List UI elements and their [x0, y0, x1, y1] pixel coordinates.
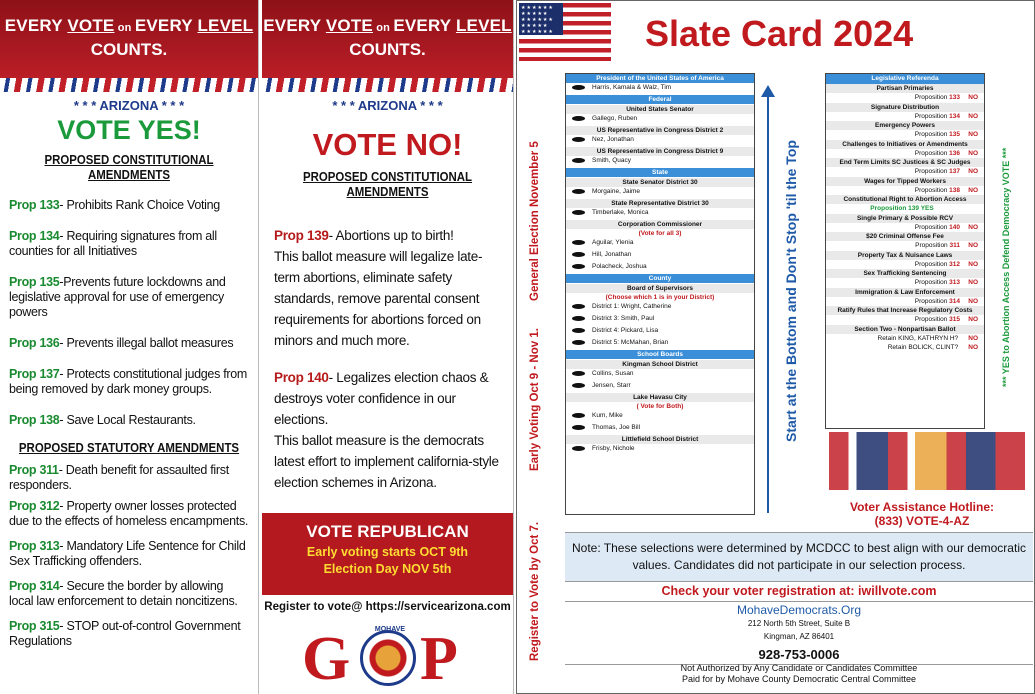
candidate-bubble[interactable]: Polacheck, Joshua	[566, 262, 754, 271]
early-voting-dates: Early Voting Oct 9 - Nov 1.	[529, 328, 541, 471]
referenda-column	[825, 73, 985, 429]
slate-card-panel	[516, 0, 1035, 694]
race-office: Kingman School District	[566, 360, 754, 369]
proposition-row: Proposition 313 NO	[914, 279, 978, 286]
candidate-bubble[interactable]: Hill, Jonathan	[566, 250, 754, 259]
address-line2: Kingman, AZ 86401	[763, 632, 835, 641]
register-deadline: Register to Vote by Oct 7.	[529, 521, 541, 661]
arrow-line	[767, 93, 769, 513]
candidate-bubble[interactable]: Gallego, Ruben	[566, 114, 754, 123]
website-link[interactable]: MohaveDemocrats.Org	[736, 603, 862, 617]
selection-note: Note: These selections were determined by MCDCC to best align with our democratic values. Candidates did not participate in our selection process.	[565, 532, 1033, 582]
race-office: State Senator District 30	[566, 178, 754, 187]
candidate-bubble[interactable]: Jensen, Starr	[566, 381, 754, 390]
prop-item: Prop 136- Prevents illegal ballot measures	[9, 336, 234, 350]
race-office: US Representative in Congress District 2	[566, 126, 754, 135]
race-note: (Vote for all 3)	[638, 230, 682, 237]
start-bottom-instruction: Start at the Bottom and Don't Stop 'til the Top	[783, 140, 799, 442]
constitutional-heading: PROPOSED CONSTITUTIONAL AMENDMENTS	[44, 152, 214, 182]
race-office: Littlefield School District	[566, 435, 754, 444]
race-office: United States Senator	[566, 105, 754, 114]
candidate-bubble[interactable]: District 4: Pickard, Lisa	[566, 326, 754, 335]
banner-line2: COUNTS.	[349, 40, 426, 59]
banner-line1: EVERY VOTE on EVERY LEVEL	[263, 16, 512, 35]
referendum-title: Emergency Powers	[826, 121, 984, 130]
candidate-bubble[interactable]: Harris, Kamala & Walz, Tim	[566, 83, 754, 92]
paid-for-notice: Not Authorized by Any Candidate or Candidates Committee Paid for by Mohave County Democratic Central Committee	[680, 663, 918, 684]
section-two: Section Two - Nonpartisan Ballot	[826, 325, 984, 334]
referendum-title: Signature Distribution	[826, 103, 984, 112]
race-office: US Representative in Congress District 9	[566, 147, 754, 156]
candidate-bubble[interactable]: Collins, Susan	[566, 369, 754, 378]
retain-bolick: Retain BOLICK, CLINT? NO	[887, 344, 978, 351]
general-election-date: General Election November 5	[529, 141, 541, 301]
vote-yes-heading: VOTE YES!	[57, 115, 201, 145]
prop-item: Prop 133- Prohibits Rank Choice Voting	[9, 198, 220, 212]
proposition-row: Proposition 138 NO	[914, 186, 978, 194]
top-banner	[0, 0, 258, 92]
proposition-row: Proposition 311 NO	[915, 242, 978, 249]
prop-item: Prop 312- Property owner losses protected due to the effects of homeless encampments.	[9, 499, 249, 528]
referendum-title: Immigration & Law Enforcement	[826, 288, 984, 297]
vote-no-heading: VOTE NO!	[312, 127, 463, 162]
referendum-title: End Term Limits SC Justices & SC Judges	[826, 158, 984, 167]
candidate-bubble[interactable]: District 5: McMahan, Brian	[566, 338, 754, 347]
slate-title: Slate Card 2024	[645, 13, 914, 54]
arrow-up-icon	[761, 85, 775, 97]
candidate-bubble[interactable]: Timberlake, Monica	[566, 208, 754, 217]
referendum-title: Partisan Primaries	[826, 84, 984, 93]
voter-hotline: Voter Assistance Hotline: (833) VOTE-4-AZ	[849, 500, 995, 528]
mohave-seal-icon	[360, 630, 416, 686]
check-registration[interactable]: Check your voter registration at: iwillvote.com	[565, 584, 1033, 602]
race-section-header: School Boards	[566, 350, 754, 359]
referendum-title: Wages for Tipped Workers	[826, 177, 984, 186]
phone-number: 928-753-0006	[565, 647, 1033, 665]
prop-139-item: Prop 139- Abortions up to birth! This ballot measure will legalize late-term abortions, eliminate safety standards, remove parental consent requirements for abortions forced on minors and much more.	[274, 228, 483, 348]
referenda-list	[826, 84, 984, 325]
banner-line1: EVERY VOTE on EVERY LEVEL	[4, 16, 254, 35]
race-note: (Choose which 1 is in your District)	[605, 294, 715, 301]
candidate-bubble[interactable]: District 1: Wright, Catherine	[566, 302, 754, 311]
race-section-header: State	[566, 168, 754, 177]
state-label: * * * ARIZONA * * *	[73, 98, 185, 113]
proposition-row: Proposition 135 NO	[914, 131, 978, 138]
register-link[interactable]: Register to vote@ https://servicearizona.com	[264, 601, 511, 613]
proposition-row: Proposition 134 NO	[914, 112, 978, 120]
election-day: Election Day NOV 5th	[323, 562, 452, 576]
gop-logo: G MOHAVE P	[302, 625, 458, 693]
referenda-title: Legislative Referenda	[826, 74, 984, 84]
top-banner	[262, 0, 513, 92]
proposition-row: Proposition 314 NO	[914, 297, 978, 305]
candidate-bubble[interactable]: Nez, Jonathan	[566, 135, 754, 144]
prop-item: Prop 313- Mandatory Life Sentence for Child Sex Trafficking offenders.	[9, 539, 246, 568]
vote-republican-box	[262, 513, 513, 595]
prop-item: Prop 311- Death benefit for assaulted first responders.	[9, 463, 229, 492]
race-office: State Representative District 30	[566, 199, 754, 208]
statutory-heading: PROPOSED STATUTORY AMENDMENTS	[18, 440, 240, 455]
constitutional-heading: PROPOSED CONSTITUTIONAL AMENDMENTS	[302, 169, 473, 199]
vote-no-panel	[262, 0, 514, 694]
race-section-header: President of the United States of America	[566, 74, 754, 83]
referendum-title: Ratify Rules that Increase Regulatory Costs	[826, 306, 984, 315]
abortion-access-vertical: *** YES to Abortion Access Defend Democracy VOTE ***	[1001, 147, 1011, 387]
prop-item: Prop 134- Requiring signatures from all counties for all Initiatives	[9, 229, 217, 258]
flag-wave	[0, 78, 258, 92]
prop-item: Prop 314- Secure the border by allowing local law enforcement to detain noncitizens.	[9, 579, 238, 608]
prop-item: Prop 315- STOP out-of-control Government Regulations	[9, 619, 241, 648]
proposition-row: Proposition 140 NO	[914, 223, 978, 231]
proposition-row: Proposition 315 NO	[914, 316, 978, 323]
candidate-bubble[interactable]: Smith, Quacy	[566, 156, 754, 165]
proposition-139-yes: Proposition 139 YES	[870, 205, 934, 212]
prop-item: Prop 138- Save Local Restaurants.	[9, 413, 196, 427]
candidate-bubble[interactable]: Kum, Mike	[566, 411, 754, 420]
vote-yes-panel	[0, 0, 259, 694]
referendum-title: Property Tax & Nuisance Laws	[826, 251, 984, 260]
referendum-title: Single Primary & Possible RCV	[826, 214, 984, 223]
us-flag-icon: ★★★★★★ ★★★★★ ★★★★★★ ★★★★★ ★★★★★★	[519, 3, 611, 61]
race-office: Lake Havasu City	[566, 393, 754, 402]
state-label: * * * ARIZONA * * *	[332, 98, 443, 113]
referendum-title: $20 Criminal Offense Fee	[826, 232, 984, 241]
candidate-bubble[interactable]: Aguilar, Ylenia	[566, 238, 754, 247]
proposition-row: Proposition 133 NO	[914, 94, 978, 101]
race-office: Corporation Commissioner	[566, 220, 754, 229]
vote-republican: VOTE REPUBLICAN	[306, 522, 469, 541]
constitutional-list	[0, 198, 258, 428]
race-office: Board of Supervisors	[566, 284, 754, 293]
statutory-list	[0, 463, 258, 649]
retain-king: Retain KING, KATHRYN H? NO	[877, 334, 978, 342]
banner-line2: COUNTS.	[90, 40, 168, 59]
proposition-row: Proposition 312 NO	[914, 260, 978, 268]
prop-140-item: Prop 140- Legalizes election chaos & destroys voter confidence in our elections. This ballot measure is the democrats latest effort to implement california-style election schemes in Arizona.	[274, 370, 499, 490]
referendum-title: Constitutional Right to Abortion Access	[826, 195, 984, 204]
flag-wave	[262, 78, 513, 92]
race-section-header: Federal	[566, 95, 754, 104]
address-line1: 212 North 5th Street, Suite B	[747, 619, 851, 628]
prop-item: Prop 135-Prevents future lockdowns and legislative approval for use of emergency powers	[9, 275, 226, 319]
early-voting: Early voting starts OCT 9th	[306, 545, 469, 559]
prop-item: Prop 137- Protects constitutional judges from being removed by dark money groups.	[9, 367, 248, 396]
race-note: ( Vote for Both)	[636, 403, 684, 410]
candidate-bubble[interactable]: Morgaine, Jaime	[566, 187, 754, 196]
candidate-bubble[interactable]: Frisby, Nichole	[566, 444, 754, 453]
referendum-title: Sex Trafficking Sentencing	[826, 269, 984, 278]
proposition-row: Proposition 136 NO	[914, 149, 978, 157]
candidate-bubble[interactable]: Thomas, Joe Bill	[566, 423, 754, 432]
referendum-title: Challenges to Initiatives or Amendments	[826, 140, 984, 149]
candidates-column	[565, 73, 755, 515]
proposition-row: Proposition 137 NO	[914, 168, 978, 175]
flags-photo	[829, 432, 1025, 490]
candidate-bubble[interactable]: District 3: Smith, Paul	[566, 314, 754, 323]
race-section-header: County	[566, 274, 754, 283]
contact-block	[565, 603, 1033, 665]
